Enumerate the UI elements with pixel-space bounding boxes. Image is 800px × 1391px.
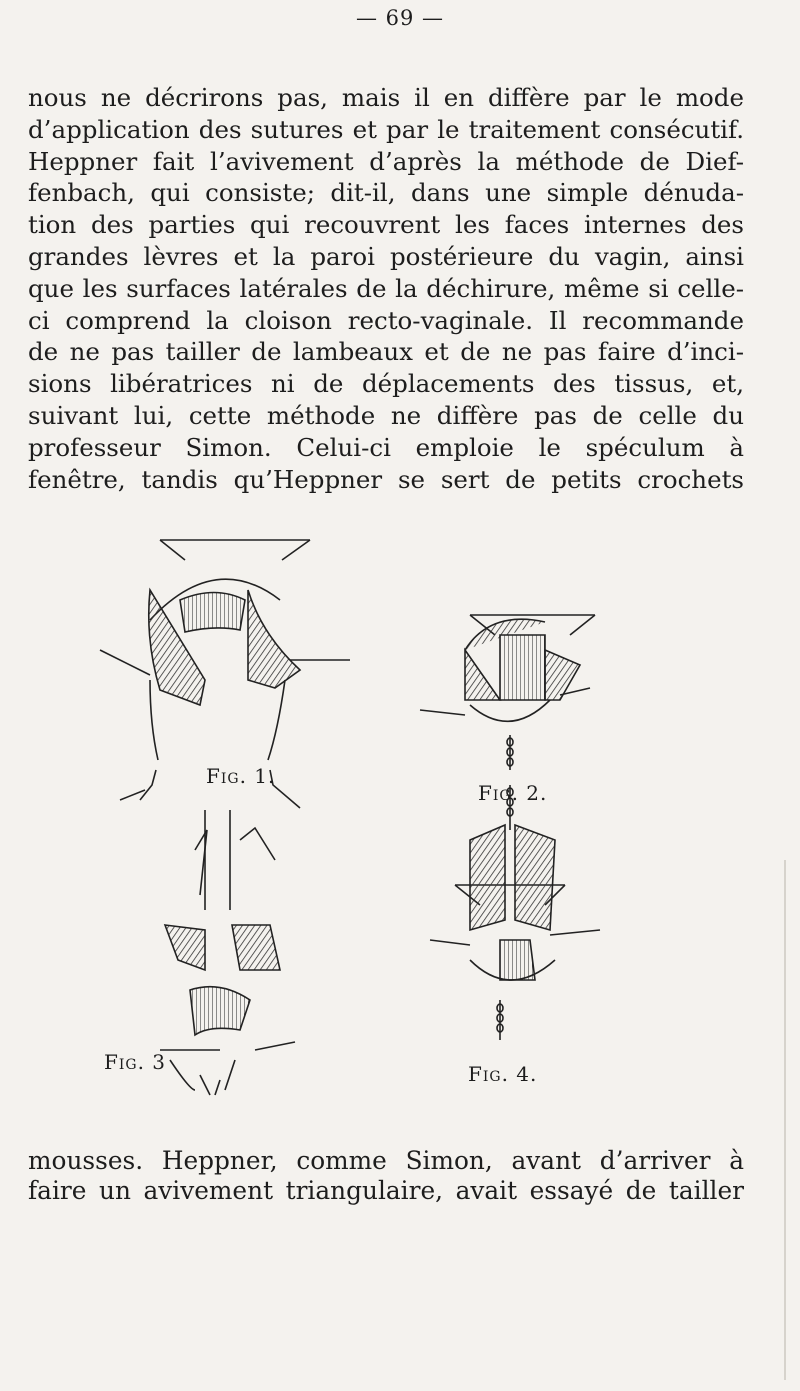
figure-2-caption: Fig. 2. bbox=[478, 781, 548, 805]
text-line: fenbach, qui consiste; dit-il, dans une simple dénuda- bbox=[28, 178, 744, 208]
text-line: fenêtre, tandis qu’Heppner se sert de petits crochets bbox=[28, 464, 744, 494]
text-line: faire un avivement triangulaire, avait essayé de tailler bbox=[28, 1176, 744, 1205]
paragraph-bottom bbox=[28, 1146, 744, 1206]
text-line: de ne pas tailler de lambeaux et de ne pas faire d’inci- bbox=[28, 337, 744, 367]
text-line: mousses. Heppner, comme Simon, avant d’arriver à bbox=[28, 1146, 744, 1175]
figure-4-caption: Fig. 4. bbox=[468, 1062, 538, 1086]
text-line: professeur Simon. Celui-ci emploie le spéculum à bbox=[28, 432, 744, 462]
figure-1-caption: Fig. 1. bbox=[206, 764, 276, 788]
text-line: que les surfaces latérales de la déchirure, même si celle- bbox=[28, 273, 744, 303]
figures-illustration bbox=[0, 530, 800, 1100]
figure-3-caption: Fig. 3 bbox=[104, 1050, 167, 1074]
text-line: Heppner fait l’avivement d’après la méthode de Dief- bbox=[28, 146, 744, 176]
page-edge-shadow bbox=[784, 860, 786, 1380]
figures-block bbox=[0, 530, 800, 1100]
text-line: ci comprend la cloison recto-vaginale. Il recommande bbox=[28, 305, 744, 335]
text-line: suivant lui, cette méthode ne diffère pas de celle du bbox=[28, 400, 744, 430]
text-line: tion des parties qui recouvrent les faces internes des bbox=[28, 210, 744, 240]
text-line: grandes lèvres et la paroi postérieure du vagin, ainsi bbox=[28, 241, 744, 271]
text-line: sions libératrices ni de déplacements des tissus, et, bbox=[28, 369, 744, 399]
page-number: — 69 — bbox=[355, 6, 445, 30]
figure-2-drawing bbox=[420, 615, 595, 770]
text-line: nous ne décrirons pas, mais il en diffère par le mode bbox=[28, 83, 744, 112]
text-line: d’application des sutures et par le traitement consécutif. bbox=[28, 114, 744, 144]
figure-3-drawing bbox=[160, 810, 295, 1095]
paragraph-top bbox=[28, 82, 744, 495]
figure-4-drawing bbox=[430, 785, 600, 1040]
